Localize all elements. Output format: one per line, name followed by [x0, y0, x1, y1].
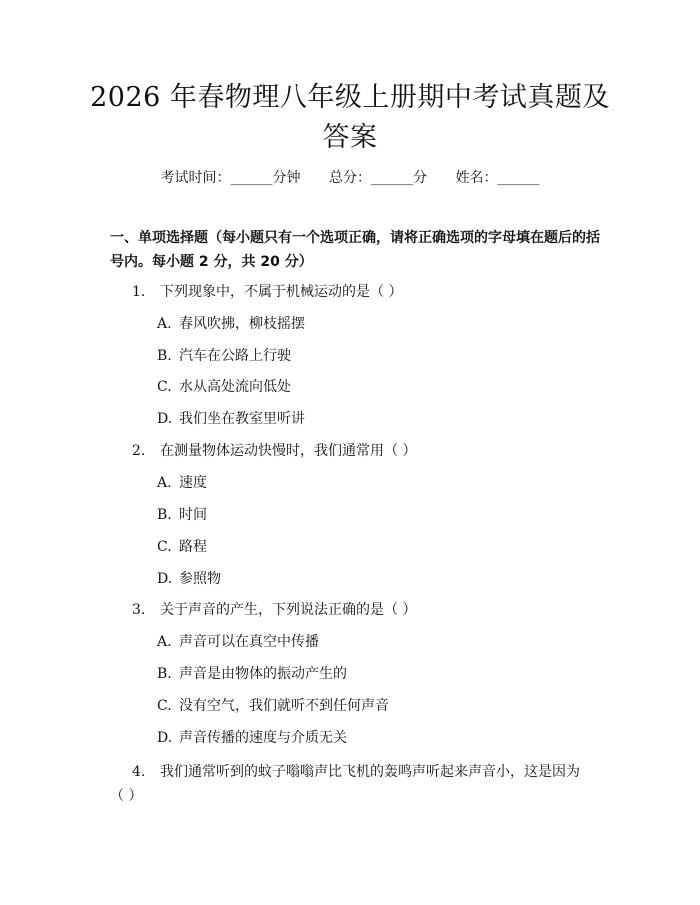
question-2	[132, 441, 416, 461]
option-2b	[157, 505, 207, 525]
option-text: 时间	[179, 507, 207, 523]
option-letter: A.	[157, 475, 172, 491]
option-letter: A.	[157, 634, 172, 650]
option-2d	[157, 569, 221, 589]
option-text: 声音传播的速度与介质无关	[179, 730, 347, 746]
option-letter: D.	[157, 571, 173, 587]
option-text: 路程	[179, 539, 207, 555]
option-3d	[157, 728, 347, 748]
question-4	[110, 760, 580, 808]
option-text: 汽车在公路上行驶	[179, 348, 291, 364]
option-1c	[157, 377, 291, 397]
option-text: 春风吹拂，柳枝摇摆	[179, 316, 305, 332]
question-number: 2.	[132, 443, 146, 459]
option-1a	[157, 314, 305, 334]
option-1b	[157, 346, 291, 366]
option-letter: B.	[157, 348, 172, 364]
question-number: 1.	[132, 284, 146, 300]
option-2c	[157, 537, 207, 557]
option-3a	[157, 632, 319, 652]
option-text: 声音可以在真空中传播	[179, 634, 319, 650]
option-text: 水从高处流向低处	[179, 379, 291, 395]
option-1d	[157, 409, 305, 429]
exam-time-field: 考试时间：______分钟	[160, 170, 301, 186]
option-letter: B.	[157, 507, 172, 523]
section-heading: 一、单项选择题（每小题只有一个选项正确，请将正确选项的字母填在题后的括号内。每小题 2 分，共 20 分）	[110, 230, 600, 270]
option-letter: C.	[157, 698, 172, 714]
question-number: 3.	[132, 602, 146, 618]
student-name-field: 姓名：______	[455, 170, 540, 186]
option-text: 参照物	[179, 571, 221, 587]
question-1	[132, 282, 402, 302]
question-3	[132, 600, 416, 620]
question-stem: 关于声音的产生，下列说法正确的是（ ）	[160, 602, 417, 618]
option-text: 速度	[179, 475, 207, 491]
option-letter: D.	[157, 411, 173, 427]
exam-meta	[0, 168, 700, 188]
option-text: 我们坐在教室里听讲	[179, 411, 305, 427]
option-letter: A.	[157, 316, 172, 332]
option-3c	[157, 696, 389, 716]
option-letter: C.	[157, 539, 172, 555]
option-text: 声音是由物体的振动产生的	[179, 666, 347, 682]
question-stem: 我们通常听到的蚊子嗡嗡声比飞机的轰鸣声听起来声音小，这是因为（ ）	[110, 764, 580, 804]
option-letter: B.	[157, 666, 172, 682]
page-title: 2026 年春物理八年级上册期中考试真题及答案	[90, 82, 610, 153]
option-letter: D.	[157, 730, 173, 746]
option-letter: C.	[157, 379, 172, 395]
question-stem: 在测量物体运动快慢时，我们通常用（ ）	[160, 443, 417, 459]
option-text: 没有空气，我们就听不到任何声音	[179, 698, 389, 714]
option-3b	[157, 664, 347, 684]
option-2a	[157, 473, 207, 493]
question-stem: 下列现象中，不属于机械运动的是（ ）	[160, 284, 403, 300]
question-number: 4.	[132, 764, 146, 780]
total-score-field: 总分：______分	[329, 170, 427, 186]
